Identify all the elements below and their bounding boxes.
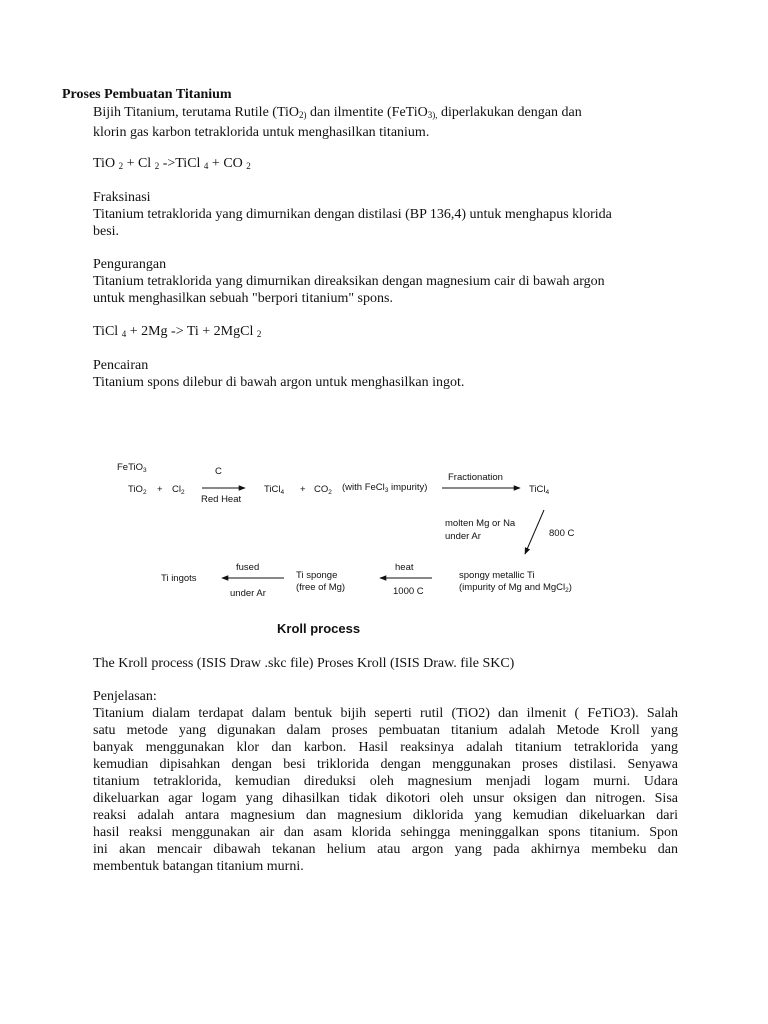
plus-sign-2: +	[300, 484, 306, 495]
pengurangan-line-2: untuk menghasilkan sebuah "berpori titanium" spons.	[93, 291, 393, 306]
molten-mg-label: molten Mg or Na	[445, 518, 516, 529]
penjelasan-line: reaksi adalah antara magnesium dan magnesium diklorida yang kemudian dikeluarkan dari	[93, 808, 678, 823]
pencairan-section	[93, 357, 678, 391]
fraksinasi-heading: Fraksinasi	[93, 190, 151, 205]
intro-line-2: klorin gas karbon tetraklorida untuk menghasilkan titanium.	[93, 125, 430, 140]
penjelasan-line: kemudian dipisahkan dengan besi triklorida dengan menggunakan proses distilasi. Senyawa	[93, 757, 678, 772]
page-title: Proses Pembuatan Titanium	[62, 87, 232, 102]
penjelasan-line: satu metode yang digunakan dalam proses pembuatan titanium adalah Metode Kroll yang	[93, 723, 678, 738]
spongy-ti-label: spongy metallic Ti	[459, 570, 535, 581]
ti-sponge-label: Ti sponge	[296, 570, 338, 581]
tio2-label: TiO$_2$	[128, 484, 147, 496]
temp-800-label: 800 C	[549, 528, 575, 539]
free-of-mg-label: (free of Mg)	[296, 582, 346, 593]
diagram-title: Kroll process	[277, 621, 361, 636]
equation-1: TiO $_2$ + Cl $_2$ ->TiCl $_4$ + CO $_2$	[93, 156, 251, 171]
cl2-label: $Cl_2$	[172, 484, 185, 496]
under-ar-label-1: under Ar	[445, 531, 481, 542]
red-heat-label: Red Heat	[201, 494, 242, 505]
spongy-ti-impurity-label: (impurity of Mg and MgCl$_2$)	[459, 582, 572, 594]
fused-label: fused	[236, 562, 260, 573]
temp-1000-label: 1000 C	[393, 586, 424, 597]
figure-caption: The Kroll process (ISIS Draw .skc file) Proses Kroll (ISIS Draw. file SKC)	[93, 656, 515, 671]
ticl4-purified-label: TiCl$_4$	[529, 484, 550, 496]
pengurangan-section	[93, 256, 678, 307]
ti-ingots-label: Ti ingots	[161, 573, 197, 584]
penjelasan-line: Titanium dialam terdapat dalam bentuk bijih seperti rutil (TiO2) dan ilmenit ( FeTiO3). Salah	[93, 706, 678, 721]
arrow-reduction	[525, 510, 544, 554]
penjelasan-line: titanium tetraklorida, kemudian direduksi oleh magnesium menjadi logam murni. Udara	[93, 774, 678, 789]
intro-line-1: Bijih Titanium, terutama Rutile (TiO$_{2)}$ dan ilmentite (FeTiO$_{3),}$ diperlakukan dengan dan	[93, 105, 582, 120]
kroll-process-diagram	[112, 452, 592, 640]
penjelasan-line: ini akan mencair dibawah tekanan helium atau argon yang pada akhirnya membeku dan	[93, 842, 678, 857]
penjelasan-section	[93, 688, 678, 875]
fraksinasi-line-2: besi.	[93, 224, 120, 239]
fractionation-label: Fractionation	[448, 472, 503, 483]
fraksinasi-line-1: Titanium tetraklorida yang dimurnikan dengan distilasi (BP 136,4) untuk menghapus klorida	[93, 207, 612, 222]
under-ar-label-2: under Ar	[230, 588, 266, 599]
penjelasan-line: hasil reaksi menggunakan air dan asam klorida sehingga meninggalkan spons titanium. Spon	[93, 825, 678, 840]
fecl3-impurity-label: (with FeCl$_3$ impurity)	[342, 482, 428, 494]
penjelasan-heading: Penjelasan:	[93, 689, 157, 704]
co2-label: $CO_2$	[314, 484, 332, 496]
carbon-label: C	[215, 466, 222, 477]
pencairan-heading: Pencairan	[93, 358, 149, 373]
fetio3-label: FeTiO$_3$	[117, 462, 147, 474]
intro-paragraph	[93, 104, 678, 141]
penjelasan-line: banyak menggunakan klor dan karbon. Hasil reaksinya adalah titanium tetraklorida yang	[93, 740, 678, 755]
penjelasan-line: membentuk batangan titanium murni.	[93, 859, 304, 874]
plus-sign-1: +	[157, 484, 163, 495]
heat-label: heat	[395, 562, 414, 573]
penjelasan-line: dikeluarkan agar logam yang dihasilkan tidak dikotori oleh unsur oksigen dan nitrogen. Sisa	[93, 791, 678, 806]
equation-2: TiCl $_4$ + 2Mg -> Ti + 2MgCl $_2$	[93, 324, 262, 339]
pengurangan-heading: Pengurangan	[93, 257, 167, 272]
pengurangan-line-1: Titanium tetraklorida yang dimurnikan direaksikan dengan magnesium cair di bawah argon	[93, 274, 605, 289]
pencairan-line-1: Titanium spons dilebur di bawah argon untuk menghasilkan ingot.	[93, 375, 465, 390]
fraksinasi-section	[93, 189, 678, 240]
ticl4-label: TiCl$_4$	[264, 484, 285, 496]
